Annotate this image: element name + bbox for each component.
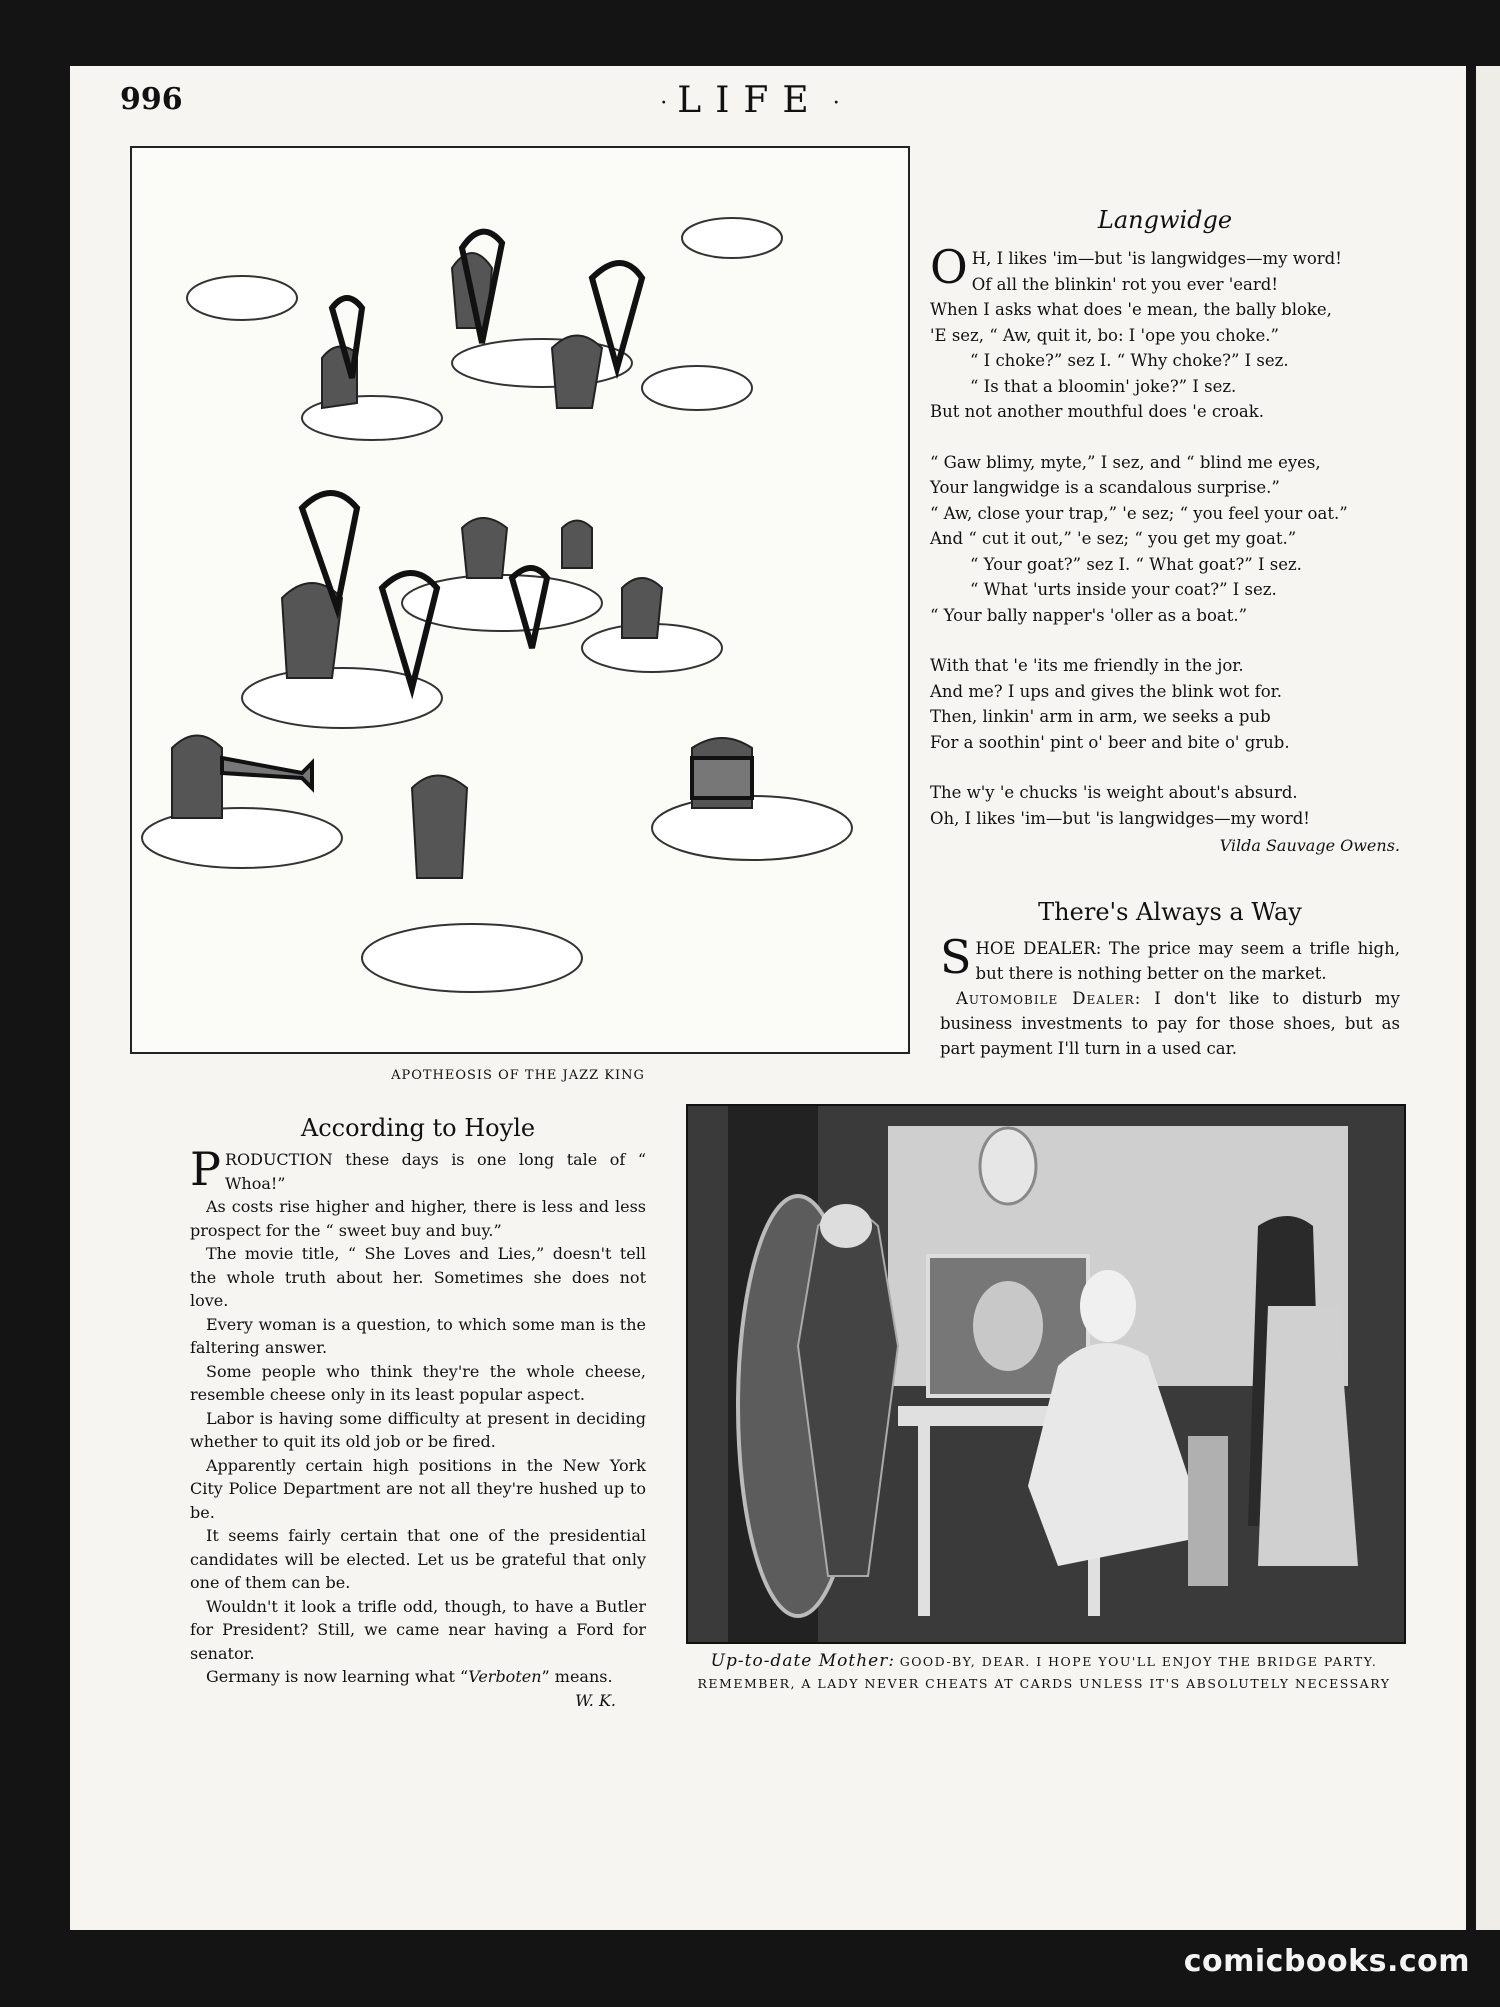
photo-caption-lead: Up-to-date Mother:: [710, 1651, 896, 1671]
hoyle-italic-word: Verboten: [468, 1667, 542, 1686]
poem-line: 'E sez, “ Aw, quit it, bo: I 'ope you choke.”: [930, 325, 1279, 345]
facing-page-edge: [1476, 66, 1500, 1930]
masthead: [0, 80, 1500, 121]
hoyle-paragraph: [190, 1142, 646, 1196]
illustration-caption: APOTHEOSIS OF THE JAZZ KING: [391, 1068, 645, 1083]
dancer-figure: [412, 776, 467, 879]
jazz-king-illustration: [130, 146, 910, 1054]
poem-line: “ Gaw blimy, myte,” I sez, and “ blind me eyes,: [930, 452, 1321, 472]
hoyle-paragraph: As costs rise higher and higher, there is less and less prospect for the “ sweet buy and buy.”: [190, 1197, 646, 1240]
cloud: [187, 276, 297, 320]
poem-stanza-2: [930, 450, 1400, 629]
way-paragraph-2: [940, 986, 1400, 1061]
poem-line: But not another mouthful does 'e croak.: [930, 402, 1264, 421]
jazz-illustration-drawing: [132, 148, 908, 1052]
poem-line: For a soothin' pint o' beer and bite o' grub.: [930, 732, 1290, 752]
way-speaker-1: HOE DEALER:: [975, 939, 1102, 958]
poem-line: Then, linkin' arm in arm, we seeks a pub: [930, 707, 1271, 726]
hoyle-paragraph-text: RODUCTION these days is one long tale of “ Whoa!”: [224, 1150, 646, 1193]
way-speech-2: I don't like to disturb my business investments to pay for those shoes, but as part payment I'll turn in a used car.: [940, 989, 1400, 1058]
hoyle-paragraph: It seems fairly certain that one of the presidential candidates will be elected. Let us be grateful that only one of them can be.: [190, 1526, 646, 1592]
poem-line: When I asks what does 'e mean, the bally bloke,: [930, 300, 1332, 319]
hoyle-paragraph: The movie title, “ She Loves and Lies,” doesn't tell the whole truth about her. Sometimes she does not love.: [190, 1244, 646, 1310]
drum: [692, 758, 752, 798]
site-watermark: comicbooks.com: [1183, 1944, 1470, 1979]
poem-line: “ Is that a bloomin' joke?” I sez.: [970, 376, 1237, 396]
poem-line: H, I likes 'im—but 'is langwidges—my word!: [971, 249, 1342, 268]
always-a-way-title: There's Always a Way: [1038, 898, 1302, 926]
mother-photo-image: [688, 1106, 1404, 1642]
way-paragraph-1: [940, 930, 1400, 986]
hoyle-paragraph: Wouldn't it look a trifle odd, though, to have a Butler for President? Still, we came near having a Ford for senator.: [190, 1596, 646, 1663]
poem-stanza-4: [930, 780, 1400, 831]
mother-photo: [686, 1104, 1406, 1644]
according-to-hoyle-article: [190, 1114, 646, 1710]
poem-line: “ I choke?” sez I. “ Why choke?” I sez.: [970, 351, 1289, 370]
langwidge-poem: [930, 240, 1400, 859]
photo-caption: [686, 1650, 1402, 1695]
hoyle-dropcap: P: [190, 1142, 221, 1196]
dancer-figure: [462, 518, 507, 578]
hoyle-body: [190, 1142, 646, 1710]
poem-line: Oh, I likes 'im—but 'is langwidges—my word!: [930, 808, 1310, 828]
hoyle-paragraph: Apparently certain high positions in the New York City Police Department are not all they're hushed up to be.: [190, 1455, 646, 1522]
poem-line: The w'y 'e chucks 'is weight about's absurd.: [930, 783, 1298, 802]
poem-line: And “ cut it out,” 'e sez; “ you get my goat.”: [930, 529, 1297, 548]
trumpet: [222, 758, 312, 788]
poem-line: “ Your goat?” sez I. “ What goat?” I sez.: [970, 554, 1302, 574]
cloud: [452, 339, 632, 387]
masthead-title: LIFE: [677, 80, 823, 121]
langwidge-title: Langwidge: [1097, 206, 1233, 234]
masthead-dot-right: ·: [832, 90, 840, 116]
poem-line: “ What 'urts inside your coat?” I sez.: [970, 580, 1277, 599]
hoyle-signature: W. K.: [575, 1690, 616, 1710]
way-speaker-2: Automobile Dealer:: [956, 989, 1142, 1008]
hoyle-text: Germany is now learning what “: [206, 1667, 469, 1686]
hoyle-paragraph: Some people who think they're the whole cheese, resemble cheese only in its least popular aspect.: [190, 1361, 646, 1404]
cloud: [682, 218, 782, 258]
hoyle-paragraph: Every woman is a question, to which some man is the faltering answer.: [190, 1314, 646, 1357]
cloud: [362, 924, 582, 992]
poem-line: “ Your bally napper's 'oller as a boat.”: [930, 605, 1248, 625]
cloud: [642, 366, 752, 410]
dancer-figure: [562, 521, 592, 569]
way-dropcap: S: [940, 930, 972, 984]
poem-author: Vilda Sauvage Owens.: [1219, 836, 1400, 855]
poem-line: Of all the blinkin' rot you ever 'eard!: [971, 274, 1278, 294]
always-a-way-article: [940, 898, 1400, 1061]
hoyle-text: ” means.: [541, 1667, 613, 1686]
poem-stanza-1: [930, 240, 1400, 425]
photo-caption-text: GOOD-BY, DEAR. I HOPE YOU'LL ENJOY THE BRIDGE PARTY. REMEMBER, A LADY NEVER CHEATS AT CARDS UNLESS IT'S ABSOLUTELY NECESSARY: [697, 1654, 1391, 1691]
masthead-dot-left: ·: [660, 90, 668, 116]
poem-dropcap: O: [930, 240, 968, 294]
always-a-way-body: [940, 930, 1400, 1061]
dancer-figure: [172, 736, 222, 819]
dancer-figure: [552, 336, 602, 409]
poem-stanza-3: [930, 653, 1400, 755]
poem-line: With that 'e 'its me friendly in the jor.: [930, 656, 1244, 675]
page-number: 996: [120, 82, 183, 117]
hoyle-paragraph: [190, 1665, 646, 1689]
hoyle-title: According to Hoyle: [300, 1114, 536, 1142]
dancer-figure: [622, 578, 662, 638]
langwidge-article: [930, 206, 1400, 859]
hoyle-paragraph: Labor is having some difficulty at present in deciding whether to quit its old job or be fired.: [190, 1408, 646, 1451]
poem-line: “ Aw, close your trap,” 'e sez; “ you feel your oat.”: [930, 503, 1348, 523]
way-speech-1: The price may seem a trifle high, but there is nothing better on the market.: [975, 939, 1400, 983]
poem-line: And me? I ups and gives the blink wot for.: [930, 681, 1282, 701]
poem-line: Your langwidge is a scandalous surprise.”: [930, 478, 1280, 497]
